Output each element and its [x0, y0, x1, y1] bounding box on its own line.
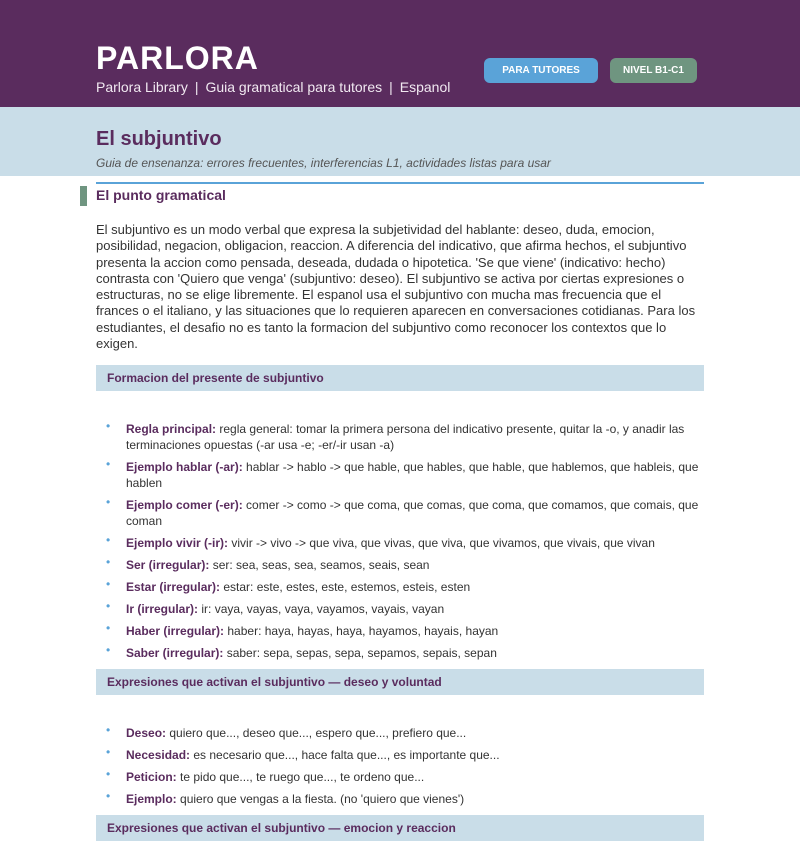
item-text: comer -> como -> que coma, que comas, que coma, que comamos, que comais, que coman — [126, 498, 699, 529]
bullet-dot-icon: • — [106, 723, 111, 738]
item-text: ser: sea, seas, sea, seamos, seais, sean — [212, 558, 430, 573]
item-term: Deseo: — [126, 726, 167, 741]
item-text: saber: sepa, sepas, sepa, sepamos, sepais, sepan — [226, 646, 497, 661]
breadcrumb-item-language[interactable]: Espanol — [399, 79, 451, 95]
list-item — [96, 645, 704, 661]
bullet-dot-icon: • — [106, 457, 111, 472]
page-title: El subjuntivo — [96, 128, 222, 150]
bullet-dot-icon: • — [106, 555, 111, 570]
item-term: Haber (irregular): — [126, 624, 225, 639]
breadcrumb-item-guide[interactable]: Guia gramatical para tutores — [205, 79, 383, 95]
item-term: Estar (irregular): — [126, 580, 221, 595]
item-text: quiero que vengas a la fiesta. (no 'quiero que vienes') — [180, 792, 465, 807]
section-accent-bar — [80, 186, 87, 206]
list-item — [96, 725, 704, 741]
item-term: Ejemplo vivir (-ir): — [126, 536, 229, 551]
list-item — [96, 579, 704, 595]
item-term: Peticion: — [126, 770, 177, 785]
rule-list — [96, 421, 704, 661]
subsection-header: Formacion del presente de subjuntivo — [96, 365, 704, 391]
breadcrumb-separator: | — [194, 79, 199, 95]
item-text: ir: vaya, vayas, vaya, vayamos, vayais, vayan — [201, 602, 445, 617]
item-term: Saber (irregular): — [126, 646, 224, 661]
bullet-dot-icon: • — [106, 643, 111, 658]
bullet-dot-icon: • — [106, 577, 111, 592]
item-term: Regla principal: — [126, 422, 217, 437]
list-item — [96, 601, 704, 617]
brand-logo[interactable]: PARLORA — [96, 40, 259, 76]
item-term: Ejemplo: — [126, 792, 177, 807]
content-blocks — [96, 365, 704, 841]
para-tutores-badge[interactable]: PARA TUTORES — [484, 58, 598, 83]
item-term: Ejemplo hablar (-ar): — [126, 460, 243, 475]
page-subtitle: Guia de ensenanza: errores frecuentes, interferencias L1, actividades listas para usar — [96, 156, 551, 170]
list-item — [96, 623, 704, 639]
breadcrumb-item-library[interactable]: Parlora Library — [96, 79, 188, 95]
item-text: haber: haya, hayas, haya, hayamos, hayais, hayan — [227, 624, 499, 639]
list-item — [96, 459, 704, 491]
list-item — [96, 535, 704, 551]
site-header — [0, 0, 800, 107]
list-item — [96, 747, 704, 763]
bullet-dot-icon: • — [106, 621, 111, 636]
subsection-header: Expresiones que activan el subjuntivo — emocion y reaccion — [96, 815, 704, 841]
item-term: Ir (irregular): — [126, 602, 199, 617]
item-text: quiero que..., deseo que..., espero que..., prefiero que... — [169, 726, 467, 741]
bullet-dot-icon: • — [106, 745, 111, 760]
item-text: estar: este, estes, este, estemos, esteis, esten — [223, 580, 471, 595]
section-heading: El punto gramatical — [96, 187, 226, 203]
bullet-dot-icon: • — [106, 419, 111, 434]
list-item — [96, 557, 704, 573]
item-term: Ejemplo comer (-er): — [126, 498, 243, 513]
item-term: Necesidad: — [126, 748, 191, 763]
intro-paragraph: El subjuntivo es un modo verbal que expresa la subjetividad del hablante: deseo, duda, emocion, posibilidad, negacion, obligacion, reaccion. A diferencia del indicativo, que afirma hechos, el subjuntivo presenta la accion como pensada, deseada, dudada o hipotetica. 'Se que viene' (indicativo: hecho) contrasta con 'Quiero que venga' (subjuntivo: deseo). El subjuntivo se activa por ciertas expresiones o estructuras, no se elige libremente. El espanol usa el subjuntivo con mucha mas frecuencia que el frances o el italiano, y las situaciones que lo requieren aparecen en conversaciones cotidianas. Para los estudiantes, el desafio no es tanto la formacion del subjuntivo como reconocer los contextos que lo exigen. — [96, 222, 696, 352]
item-term: Ser (irregular): — [126, 558, 210, 573]
rule-list — [96, 725, 704, 807]
bullet-dot-icon: • — [106, 495, 111, 510]
list-item — [96, 769, 704, 785]
list-item — [96, 497, 704, 529]
main-content — [96, 180, 704, 841]
bullet-dot-icon: • — [106, 789, 111, 804]
item-text: vivir -> vivo -> que viva, que vivas, que viva, que vivamos, que vivais, que vivan — [231, 536, 655, 551]
bullet-dot-icon: • — [106, 599, 111, 614]
subsection-header: Expresiones que activan el subjuntivo — deseo y voluntad — [96, 669, 704, 695]
breadcrumb-separator: | — [389, 79, 393, 95]
bullet-dot-icon: • — [106, 533, 111, 548]
item-text: regla general: tomar la primera persona del indicativo presente, quitar la -o, y anadir las terminaciones opuestas (-ar usa -e; -er/-ir usan -a) — [126, 422, 685, 453]
section-header — [96, 182, 704, 204]
nivel-badge[interactable]: NIVEL B1-C1 — [610, 58, 697, 83]
bullet-dot-icon: • — [106, 767, 111, 782]
item-text: es necesario que..., hace falta que..., es importante que... — [193, 748, 500, 763]
list-item — [96, 791, 704, 807]
item-text: te pido que..., te ruego que..., te ordeno que... — [180, 770, 425, 785]
list-item — [96, 421, 704, 453]
breadcrumb — [96, 79, 450, 95]
item-text: hablar -> hablo -> que hable, que hables, que hable, que hablemos, que hableis, que hablen — [126, 460, 699, 491]
